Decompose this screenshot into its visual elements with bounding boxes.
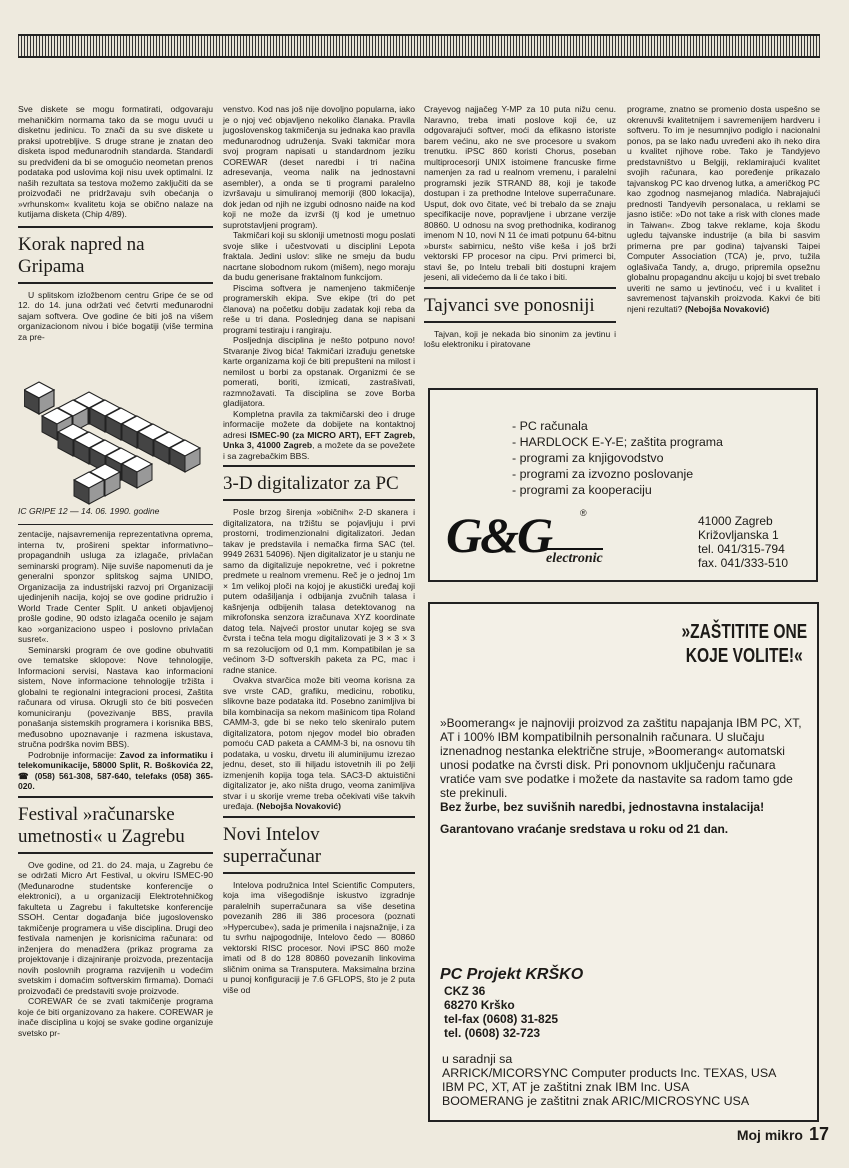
gripe-paragraph-2: zentacije, najsavremenija reprezentativna oprema, interna tv, prošireni spektar informativno–propagandnih usluga za izlagače, privlačan seminarski program). Nije suviše napomenuti da je generalni sponzor splitskog sajma UNIDO, Organizacija za industrijski razvoj pri Organizaciji ujedinjenih nacija, kojoj se ove godine pridružio i World Trade Center Split. U anketi objavljenoj prošle godine, 90 odsto izlagača ocenilo je sajam kao »organizaciono uspeo i poslovno privlačan susret«. — [18, 529, 213, 644]
gg-item: - HARDLOCK E-Y-E; zaštita programa — [512, 434, 723, 450]
page-number: 17 — [808, 1124, 829, 1144]
gg-product-list — [512, 418, 723, 498]
gg-item: - programi za knjigovodstvo — [512, 450, 723, 466]
boomerang-headline: »ZAŠTITITE ONE KOJE VOLITE!« — [681, 621, 807, 667]
heading-korak-napred: Korak napred na Gripama — [18, 233, 145, 277]
contact-paragraph: Kompletna pravila za takmičarski deo i druge informacije možete da dobijete na kontaktnoj adresi ISMEC-90 (za MICRO ART), EFT Zagreb, Unka 3, 41000 Zagreb, a možete da se povežete i sa zagrebačkim BBS. — [223, 408, 415, 461]
gripe-paragraph-4: Podrobnije informacije: Zavod za informatiku i telekomunikacije, 58000 Split, R. Boškovića 22, ☎ (058) 561-308, 587-640, telefaks (058) 365-020. — [18, 749, 213, 791]
gg-logo-sub: electronic — [546, 548, 603, 567]
column-4 — [627, 104, 820, 314]
gg-item: - PC računala — [512, 418, 723, 434]
gg-item: - programi za izvozno poslovanje — [512, 466, 723, 482]
gripe-caption: IC GRIPE 12 — 14. 06. 1990. godine — [18, 506, 160, 516]
heading-3d-digitalizator: 3-D digitalizator za PC — [223, 473, 399, 494]
fractal-paragraph: Takmičari koji su skloniji umetnosti mogu poslati svoje slike i učestvovati u disciplini Lepota fraktala. Jedini uslov: slike ne smeju da budu nacrtane slobodnom rukom (mišem), nego moraju da budu generisane fraktalnom funkcijom. — [223, 230, 415, 282]
column-2 — [223, 104, 415, 995]
page-footer — [737, 1124, 829, 1145]
firm-name: PC Projekt KRŠKO — [440, 966, 584, 983]
boomerang-guarantee: Garantovano vraćanje sredstava u roku od 21 dan. — [440, 822, 729, 836]
intro-paragraph: Sve diskete se mogu formatirati, odgovaraju mehaničkim normama tako da se mogu uvući u disketnu jedinicu. To znači da su sve diskete u praksi upotrebljive. S druge strane je znatan deo disketa ispod međunarodnih standarda. Standardi su predviđeni da bi se omogućio neometan prenos podataka pod uslovima koji nisu uvek optimalni. Iz naših rezultata sa testova možemo zaključiti da se proizvođači ne pridržavaju svih obećanja o »vrhunskom« kvalitetu koja se obično nalaze na kutijama disketa (Chip 4/89). — [18, 104, 213, 219]
partners-block: u saradnji sa ARRICK/MICORSYNC Computer products Inc. TEXAS, USA IBM PC, XT, AT je zaštitni znak IBM Inc. USA BOOMERANG je zaštitni znak ARIC/MICROSYNC USA — [442, 1052, 777, 1108]
gg-address: 41000 Zagreb Križovljanska 1 tel. 041/315-794 fax. 041/333-510 — [698, 514, 789, 570]
boomerang-slogan: Bez žurbe, bez suvišnih naredbi, jednostavna instalacija! — [440, 800, 765, 814]
festival-paragraph-1: Ove godine, od 21. do 24. maja, u Zagrebu će se održati Micro Art Festival, u okviru ISMEC-90 (Međunarodne studentske konferencije o elektronici), a u organizaciji Elektrotehničkog fakulteta u Zagrebu i fakultetske konferencije SSOH. Centar događanja biće jugoslovensko takmičenje programera u više disciplina. Drugi deo festivala namenjen je korisnicima računara: od inženjera do menadžera (prikaz programa za projektovanje i dizajniranje proizvoda, prezentacija novih poslovnih programa razvijenih u vodećim svetskim i domaćim softverskim firmama). Domaći proizvođači će predstaviti svoje proizvode. — [18, 859, 213, 996]
intel-paragraph: Intelova podružnica Intel Scientific Computers, koja ima višegodišnje iskustvo izgradnje paralelnih superračunara sa više desetina povezanih 286 ili 386 procesora (poznati »Hypercube«), sada je primenila i najsnažnije, i za tu svrhu najpogodnije, Intelovo čedo — 80860 vektorski RISC procesor. Novi iPSC 860 može imati od 8 do 128 80860 povezanih linkovima sličnim onima sa Transputera. Maksimalna brzina u punoj konfiguraciji je 7.6 GFLOPS, što je 2 puta više od — [223, 879, 415, 995]
top-decorative-bar — [18, 34, 820, 58]
registered-mark: ® — [580, 508, 587, 518]
digitizer-paragraph-2: Ovakva stvarčica može biti veoma korisna za sve vrste CAD, grafiku, medicinu, robotiku, slikovne baze podataka itd. Posebno zanimljiva bi bila kombinacija sa nekom mašinicom tipa Roland CAMM-3, gde bi se neko telo skeniralo putem digitalizatora, potom njegov model bio obrađen pomoću CAD paketa a CAMM-3 bi, na osnovu tih podataka, u vosku, drvetu ili aluminijumu izrezao jednu, deset, sto ili hiljadu istovetnih ili po želji izmenjenih kopija toga tela. SAC3-D aktuistični digitalizator je, ako ništa drugo, veoma zanimljiva stvar i u skorije vreme treba očekivati više takvih uređaja. (Nebojša Novaković) — [223, 675, 415, 811]
magazine-name: Moj mikro — [736, 1127, 803, 1143]
gripe-logo — [24, 380, 214, 520]
firm-details: CKZ 36 68270 Krško tel-fax (0608) 31-825 tel. (0608) 32-723 — [444, 984, 559, 1040]
gripe-paragraph-1: U splitskom izložbenom centru Gripe će se od 12. do 14. juna održati već četvrti međunarodni sajam softvera. Ove godine će biti još na višem organizacionom nivou i biće bogatiji (više termina za pre- — [18, 289, 213, 342]
heading-tajvanci: Tajvanci sve ponosniji — [424, 294, 595, 316]
column-1 — [18, 104, 213, 342]
team-paragraph: Piscima softvera je namenjeno takmičenje programerskih ekipa. Sve ekipe (tri do pet članova) na početku dobiju zadatak koji reba da reše u tri dana. Poslednjeg dana se napisani programi testiraju i rangiraju. — [223, 282, 415, 335]
heading-festival: Festival »računarske umetnosti« u Zagrebu — [18, 803, 185, 847]
column-1-lower — [18, 524, 213, 1038]
intel-paragraph-cont: Crayevog najjačeg Y-MP za 10 puta nižu cenu. Naravno, treba imati poslove koji će, uz odgovarajući softver, moći da efikasno istoriste barem većinu, ako ne sve procesore u svakom trenutku. iPSC 860 koristi Chorus, poseban multiprocesorji UNIX istoimene francuske firme namenjen za rad u realnom vremenu, i paralelni programski jezik STRAND 88, koji je takođe dostupan i za prethodne Intelove superračunare. Usput, dok ovo čitate, već bi trebalo da se znaju specifikacije nove, popravljene i ubrzane verzije 80860. U odnosu na svog prethodnika, kodiranog imenom N 10, novi N 11 će imati potpunu 64-bitnu »burst« sabirnicu, nešto više keša i još brži vektorski FP procesor na cipu. Prvi primerci bi, stavi še, po Intelu trebali biti dostupni krajem jeseni, ali videćemo da li će tako i biti. — [424, 104, 616, 282]
gg-item: - programi za kooperaciju — [512, 482, 723, 498]
taiwan-paragraph: Tajvan, koji je nekada bio sinonim za jevtinu i lošu elektroniku i piratovane — [424, 328, 616, 349]
digitizer-paragraph-1: Posle brzog širenja »običnih« 2-D skanera i digitalizatora, na tržištu se pojavljuju i prvi prostorni, trodimenzionalni digitalizatori. Jedan takav je predstavila i nemačka firma SAC (tel. 9949 2631 54096). Njen digitalizator je u stanju ne samo da digitalizuje nepokretne, već i pokretne predmete u realnom vremenu. Reč je o jednoj 1m × 1m velikoj ploči na kojoj je akustički uređaj koji putem odašiljanja i odbijanja zvučnih talasa i kašnjenja odbijenih talasa detektovanog na mikrofonska senzora izračunava XYZ koordinate datog tela. Najveći prostor unutar kojeg se sva čvrsta i tečna tela mogu digitalizovati je 3 × 3 × 3 m sa rezolucijom od 0,1 mm. Kompatibilan je sa većinom 3-D softverskih paketa za PC, mac i radne stanice. — [223, 507, 415, 675]
boomerang-body: »Boomerang« je najnoviji proizvod za zaštitu napajanja IBM PC, XT, AT i 100% IBM kompatibilnih personalnih računara. U slučaju iznenadnog nestanka električne struje, »Boomerang« automatski unosi podatke na čvrsti disk. Pri ponovnom uključenju računara vratiće vam sve podatke i možete da nastavite sa radom tamo gde ste prekinuli. — [440, 716, 802, 800]
column-3 — [424, 104, 616, 350]
gg-electronic-ad — [428, 388, 818, 582]
boomerang-ad — [428, 602, 819, 1122]
taiwan-paragraph-cont: programe, znatno se promenio dosta uspešno se okrenuvši kvalitetnijem i savremenijem hardveru i softveru. To im je nesumnjivo podiglo i nacionalni ponos, pa se lako nađu uvređeni ako ih neko dira u kvalitet njihove robe. Tako je Tandyjevo predstavništvo u Belgiji, reklamirajući kvalitet svojih računara, kao poređenje prikazalo tajvanskog PC kao drvenog lutka, a američkog PC kao zgodnog nasmejanog mladića. Nabrajajući prednosti Tandyevih personalaca, u reklami se jasno ističe: »Do not take a risk with clones made in Taiwan«. Zbog takve reklame, koja škodu ugledu tajvanske industrije (a bila bi sasvim primerna pre par godina) tajvanski Taipei Computer Association (TCA) je, prvo, tužila oglašivača Tandy, a, drugo, pripremila opsežnu globalnu propagandnu akciju u kojoj bi svet trebalo uveriti ne samo u jevtinoću, već i u kvalitet i savremenost tajvanskih proizvoda. Kakvi će biti njeni rezultati? (Nebojša Novaković) — [627, 104, 821, 314]
heading-intel: Novi Intelov superračunar — [223, 823, 322, 867]
gg-logo: G&G — [446, 507, 552, 563]
corewar-paragraph: venstvo. Kod nas još nije dovoljno popularna, iako je o njoj već objavljeno nekoliko članaka. Pravila jugoslovenskog takmičenja su jednaka kao pravila međunarodnog udruženja. Svaki takmičar mora svoj program napisati u standardnom jeziku COREWAR (deset naredbi i tri načina adresevanja, veoma nalik na jednostavni asembler), a onda se ti programi paralelno izvršavaju u simuliranoj memoriji (800 lokacija), dok jedan od njih ne izgubi odnosno naiđe na kod koji ne može da izvrši (tj kod je umetnuo suprotstavljeni program). — [223, 104, 415, 230]
gladiator-paragraph: Posljednja disciplina je nešto potpuno novo! Stvaranje živog bića! Takmičari izrađuju genetske karte organizama koji će biti prepušteni na milost i nemilost u borbi za opstanak. Organizmi će se pomerati, boriti, izmicati, zastrašivati, razmnožavati. Ta disciplina se zove Borba gladijatora. — [223, 335, 415, 408]
festival-paragraph-2: COREWAR će se zvati takmičenje programa koje će biti organizovano za hakere. COREWAR je inače disciplina u kojoj se svake godine organizuje svetsko pr- — [18, 996, 213, 1038]
gripe-paragraph-3: Seminarski program će ove godine obuhvatiti ove tematske sklopove: Nove tehnologije, Informacioni servisi, Nastava kao informacioni sistem, Nove informacione tehnologije tržišta i globalni te regionalni integracioni procesi, Zaštita računara od virusa. Okrugli sto će biti posvećen komuniciranju (povezivanje BBS, pravila ponašanja sistemskih programera i korisnika BBS, međusobno upoznavanje i razmena iskustava, stručna podrška novim BBS). — [18, 644, 213, 749]
